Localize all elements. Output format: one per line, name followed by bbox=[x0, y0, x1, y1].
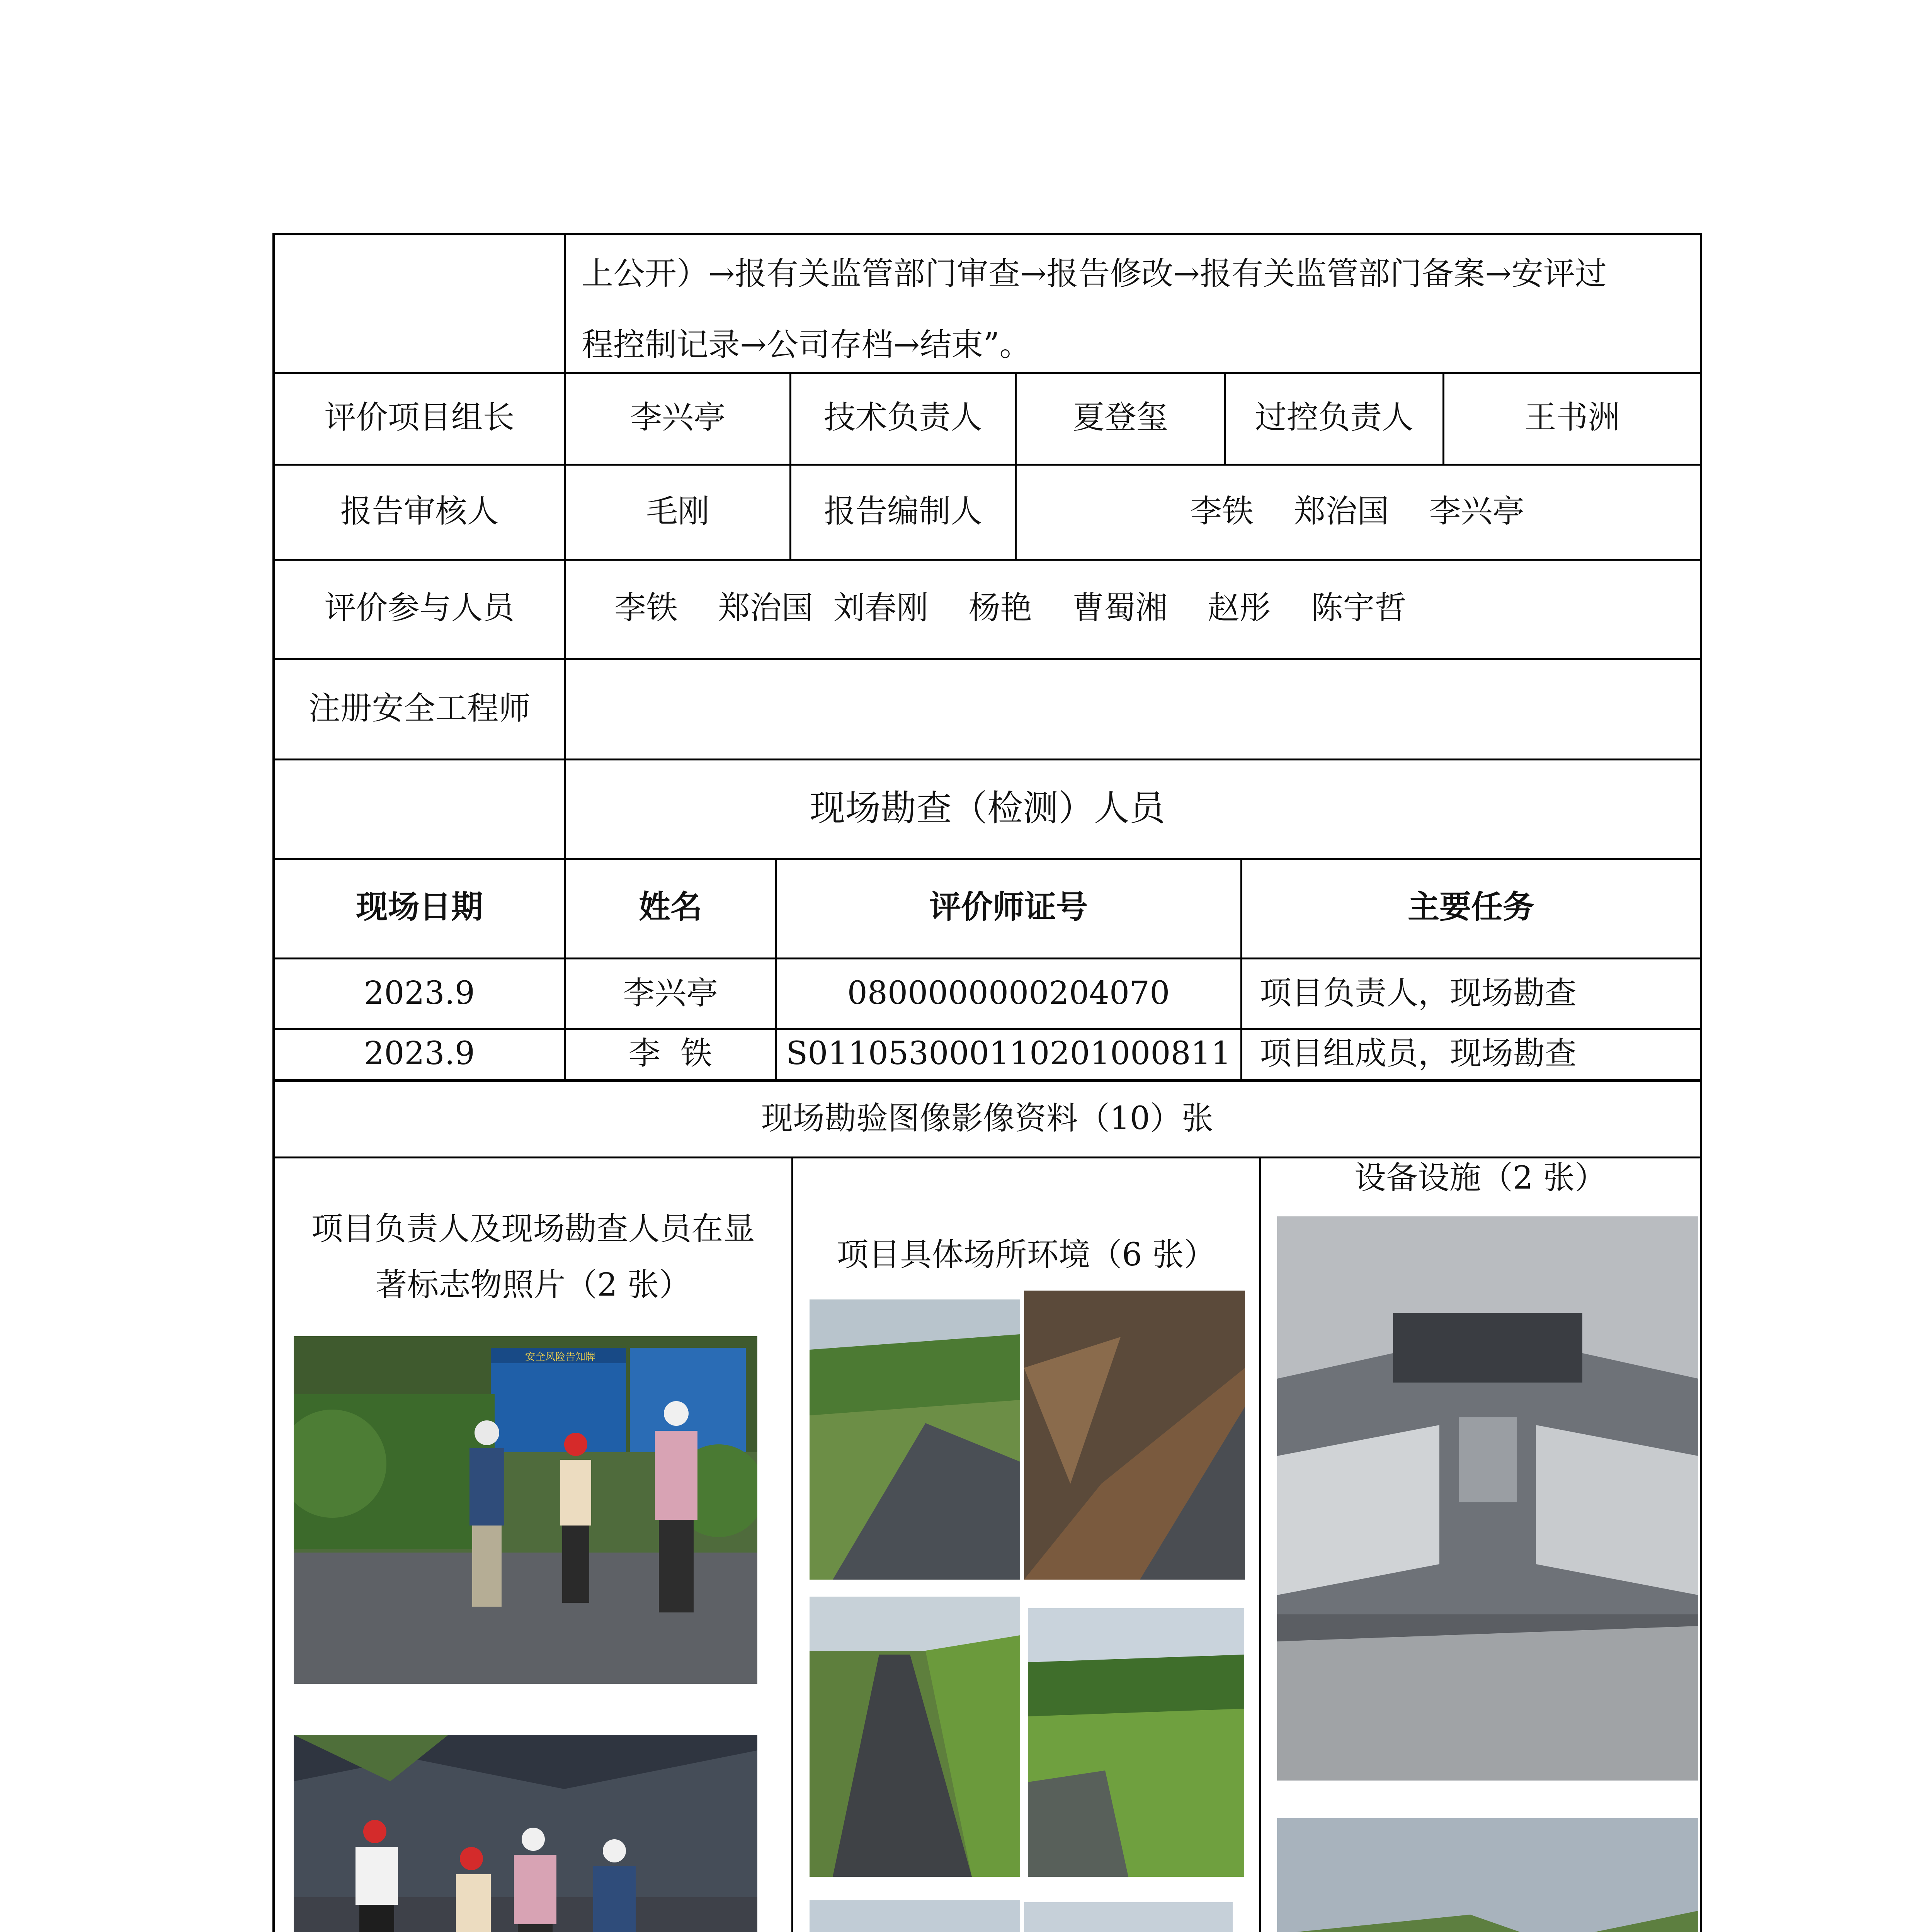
process-line-2: 程控制记录→公司存档→结束”。 bbox=[582, 327, 1031, 363]
reviewer-label: 报告审核人 bbox=[340, 493, 499, 530]
hline bbox=[272, 957, 1702, 959]
engineer-label: 注册安全工程师 bbox=[308, 690, 531, 727]
tech-label: 技术负责人 bbox=[823, 399, 982, 436]
col3-caption: 设备设施（2 张） bbox=[1354, 1160, 1607, 1196]
site-photo-5 bbox=[810, 1900, 1020, 1932]
vline bbox=[564, 233, 566, 859]
site-photo-3 bbox=[810, 1597, 1020, 1877]
hline bbox=[272, 858, 1702, 860]
vline bbox=[791, 1156, 793, 1932]
site-photo-6 bbox=[1024, 1902, 1233, 1932]
site-photo-4 bbox=[1028, 1608, 1244, 1877]
row-task: 项目负责人，现场勘查 bbox=[1260, 975, 1577, 1012]
header-cert: 评价师证号 bbox=[929, 888, 1088, 925]
team-photo-signboard bbox=[294, 1336, 757, 1684]
row-cert: S011053000110201000811 bbox=[786, 1035, 1231, 1072]
participants-label: 评价参与人员 bbox=[324, 590, 515, 626]
row-date: 2023.9 bbox=[364, 975, 475, 1012]
hline bbox=[272, 464, 1702, 466]
hline bbox=[272, 1079, 1702, 1082]
survey-title: 现场勘查（检测）人员 bbox=[809, 787, 1165, 829]
equipment-photo-crusher bbox=[1277, 1216, 1698, 1781]
row-date: 2023.9 bbox=[364, 1035, 475, 1072]
control-value: 王书洲 bbox=[1524, 399, 1620, 436]
compiler-label: 报告编制人 bbox=[823, 493, 982, 530]
hline bbox=[272, 1156, 1702, 1158]
vline bbox=[789, 372, 791, 559]
vline bbox=[1015, 372, 1017, 559]
site-photo-1 bbox=[810, 1299, 1020, 1580]
col1-caption-line2: 著标志物照片（2 张） bbox=[375, 1267, 691, 1303]
images-title: 现场勘验图像影像资料（10）张 bbox=[761, 1100, 1214, 1137]
compiler-value: 李铁 郑治国 李兴亭 bbox=[1190, 493, 1524, 530]
site-photo-2 bbox=[1024, 1291, 1245, 1580]
hline bbox=[272, 1028, 1702, 1030]
row-name: 李兴亭 bbox=[623, 975, 718, 1012]
hline bbox=[272, 658, 1702, 660]
control-label: 过控负责人 bbox=[1255, 399, 1414, 436]
col2-caption: 项目具体场所环境（6 张） bbox=[837, 1236, 1216, 1273]
header-task: 主要任务 bbox=[1407, 888, 1534, 925]
team-photo-quarry bbox=[294, 1735, 757, 1932]
row-task: 项目组成员，现场勘查 bbox=[1260, 1035, 1577, 1072]
header-name: 姓名 bbox=[638, 888, 702, 925]
row-cert: 0800000000204070 bbox=[847, 975, 1170, 1012]
reviewer-value: 毛刚 bbox=[646, 493, 709, 530]
participants-value: 李铁 郑治国 刘春刚 杨艳 曹蜀湘 赵彤 陈宇哲 bbox=[614, 590, 1407, 626]
vline bbox=[1259, 1156, 1261, 1932]
col1-caption-line1: 项目负责人及现场勘查人员在显 bbox=[311, 1211, 755, 1247]
header-date: 现场日期 bbox=[356, 888, 483, 925]
hline bbox=[272, 759, 1702, 760]
leader-value: 李兴亭 bbox=[630, 399, 725, 436]
tech-value: 夏登玺 bbox=[1073, 399, 1168, 436]
process-line-1: 上公开）→报有关监管部门审查→报告修改→报有关监管部门备案→安评过 bbox=[582, 255, 1607, 292]
row-name: 李 铁 bbox=[628, 1035, 713, 1072]
hline bbox=[272, 559, 1702, 561]
signboard-text: 安全风险告知牌 bbox=[525, 1351, 596, 1363]
equipment-photo-excavator bbox=[1277, 1818, 1698, 1932]
table-border-left bbox=[272, 233, 275, 1932]
table-border-top bbox=[272, 233, 1702, 235]
leader-label: 评价项目组长 bbox=[324, 399, 515, 436]
table-border-right bbox=[1700, 233, 1702, 1932]
hline bbox=[272, 372, 1702, 374]
